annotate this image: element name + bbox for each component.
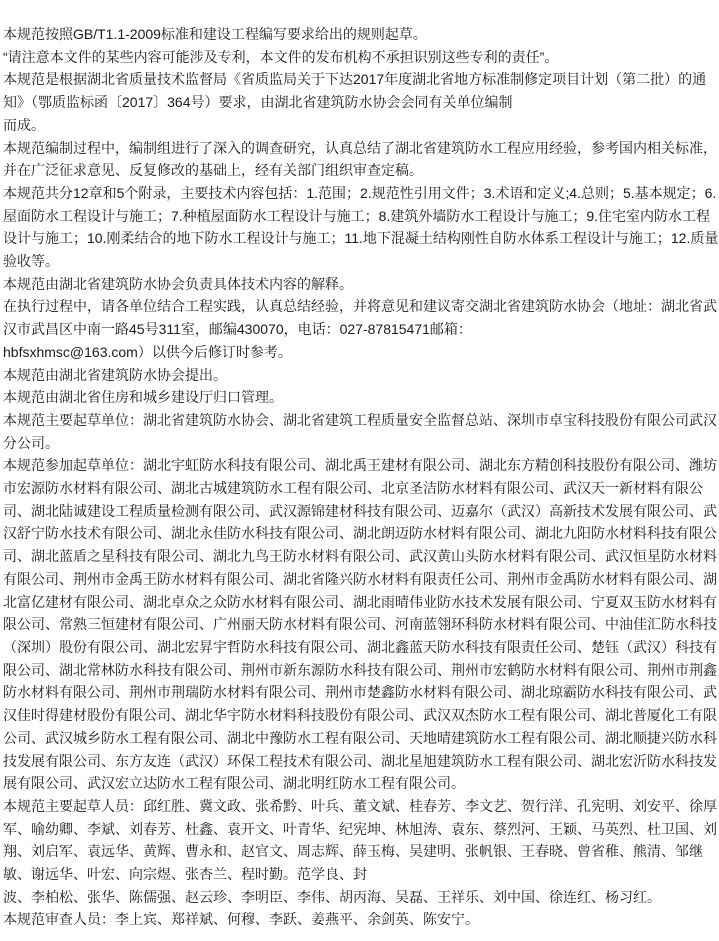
text-line: （深圳）股份有限公司、湖北宏昇宇哲防水科技有限公司、湖北鑫蓝天防水科技有限责任公司、楚钰（武汉）科技有 bbox=[3, 638, 717, 655]
text-line: 并在广泛征求意见、反复修改的基础上，经有关部门组织审查定稿。 bbox=[3, 162, 423, 179]
text-line: 敏、谢远华、叶宏、向宗煜、张杏兰、程时勤。范学良、封 bbox=[3, 866, 367, 883]
text-line: 本规范编制过程中，编制组进行了深入的调查研究，认真总结了湖北省建筑防水工程应用经验，参考国内相关标准， bbox=[3, 139, 717, 156]
text-line: 设计与施工；10.刚柔结合的地下防水工程设计与施工；11.地下混凝土结构刚性自防水体系工程设计与施工；12.质量 bbox=[3, 230, 718, 247]
text-line: 翔、刘启军、袁远华、黄辉、曹永和、赵官文、周志辉、薛玉梅、吴建明、张帆银、王春晓、曾省稚、熊清、邹继 bbox=[3, 843, 703, 860]
text-line: 本规范主要起草人员：邱红胜、冀文政、张希黔、叶兵、董文斌、桂春芳、李文艺、贺行洋、孔宪明、刘安平、徐厚 bbox=[3, 797, 717, 814]
text-line: “请注意本文件的某些内容可能涉及专利，本文件的发布机构不承担识别这些专利的责任”。 bbox=[3, 48, 559, 65]
text-line: 而成。 bbox=[3, 116, 45, 133]
text-line: 在执行过程中，请各单位结合工程实践，认真总结经验，并将意见和建议寄交湖北省建筑防水协会（地址：湖北省武 bbox=[3, 298, 717, 315]
text-line: 限公司、常熟三恒建材有限公司、广州丽天防水材料有限公司、河南蓝翎环科防水材料有限公司、中油佳汇防水科技 bbox=[3, 616, 717, 633]
text-line: 屋面防水工程设计与施工；7.种植屋面防水工程设计与施工；8.建筑外墙防水工程设计与施工；9.住宅室内防水工程 bbox=[3, 207, 711, 224]
text-line: 北富亿建材有限公司、湖北卓众之众防水材料有限公司、湖北雨晴伟业防水技术发展有限公司、宁夏双玉防水材料有 bbox=[3, 593, 717, 610]
text-line: 汉佳时得建材股份有限公司、湖北华宇防水材料科技股份有限公司、武汉双杰防水工程有限公司、湖北普厦化工有限 bbox=[3, 707, 717, 724]
text-line: 本规范由湖北省住房和城乡建设厅归口管理。 bbox=[3, 389, 283, 406]
text-line: 防水材料有限公司、荆州市荆瑞防水材料有限公司、荆州市楚鑫防水材料有限公司、湖北琼霸防水科技有限公司、武 bbox=[3, 684, 717, 701]
text-line: 知》（鄂质监标函〔2017〕364号）要求，由湖北省建筑防水协会会同有关单位编制 bbox=[3, 94, 513, 111]
text-line: 本规范是根据湖北省质量技术监督局《省质监局关于下达2017年度湖北省地方标准制修定项目计划（第二批）的通 bbox=[3, 71, 707, 88]
text-line: 市宏源防水材料有限公司、湖北古城建筑防水工程有限公司、北京圣洁防水材料有限公司、武汉天一新材料有限公 bbox=[3, 480, 703, 497]
text-line: 波、李柏松、张华、陈儒强、赵云珍、李明臣、李伟、胡丙海、吴磊、王祥乐、刘中国、徐连红、杨习红。 bbox=[3, 888, 661, 905]
text-line: 展有限公司、武汉宏立达防水工程有限公司、湖北明红防水工程有限公司。 bbox=[3, 775, 465, 792]
text-line: hbfsxhmsc@163.com）以供今后修订时参考。 bbox=[3, 343, 292, 360]
text-line: 本规范由湖北省建筑防水协会提出。 bbox=[3, 366, 227, 383]
text-line: 本规范参加起草单位：湖北宇虹防水科技有限公司、湖北禹王建材有限公司、湖北东方精创科技股份有限公司、潍坊 bbox=[3, 457, 717, 474]
text-line: 本规范审查人员：李上宾、郑祥斌、何穆、李跃、姜燕平、余剑英、陈安宁。 bbox=[3, 911, 479, 928]
text-line: 有限公司、荆州市金禹王防水材料有限公司、湖北省隆兴防水材料有限责任公司、荆州市金禹防水材料有限公司、湖 bbox=[3, 570, 717, 587]
text-line: 限公司、湖北常林防水科技有限公司、荆州市新东源防水科技有限公司、荆州市宏鹤防水材料有限公司、荆州市荆鑫 bbox=[3, 661, 717, 678]
text-line: 本规范按照GB/T1.1-2009标准和建设工程编写要求给出的规则起草。 bbox=[3, 26, 427, 42]
text-line: 技发展有限公司、东方友连（武汉）环保工程技术有限公司、湖北星旭建筑防水工程有限公司、湖北宏沂防水科技发 bbox=[3, 752, 717, 769]
text-line: 司、湖北蓝盾之星科技有限公司、湖北九鸟王防水材料有限公司、武汉黄山头防水材料有限公司、武汉恒星防水材料 bbox=[3, 548, 717, 565]
text-line: 验收等。 bbox=[3, 253, 59, 270]
text-line: 分公司。 bbox=[3, 434, 59, 451]
text-line: 军、喻幼卿、李斌、刘春芳、杜鑫、袁开文、叶青华、纪宪坤、林旭涛、袁东、蔡烈河、王颖、马英烈、杜卫国、刘 bbox=[3, 820, 717, 837]
text-line: 汉市武昌区中南一路45号311室，邮编430070，电话：027-87815471邮箱： bbox=[3, 321, 472, 338]
text-line: 本规范主要起草单位：湖北省建筑防水协会、湖北省建筑工程质量安全监督总站、深圳市卓宝科技股份有限公司武汉 bbox=[3, 411, 717, 428]
text-line: 汉舒宁防水技术有限公司、湖北永佳防水科技有限公司、湖北朗迈防水材料有限公司、湖北九阳防水材料科技有限公 bbox=[3, 525, 717, 542]
text-line: 本规范由湖北省建筑防水协会负责具体技术内容的解释。 bbox=[3, 275, 353, 292]
text-line: 司、湖北陆诚建设工程质量检测有限公司、武汉源锦建材科技有限公司、迈嘉尔（武汉）高新技术发展有限公司、武 bbox=[3, 502, 717, 519]
text-line: 本规范共分12章和5个附录，主要技术内容包括：1.范围；2.规范性引用文件；3.术语和定义;4.总则；5.基本规定；6. bbox=[3, 184, 717, 201]
text-line: 公司、武汉城乡防水工程有限公司、湖北中豫防水工程有限公司、天地晴建筑防水工程有限公司、湖北顺捷兴防水科 bbox=[3, 729, 717, 746]
